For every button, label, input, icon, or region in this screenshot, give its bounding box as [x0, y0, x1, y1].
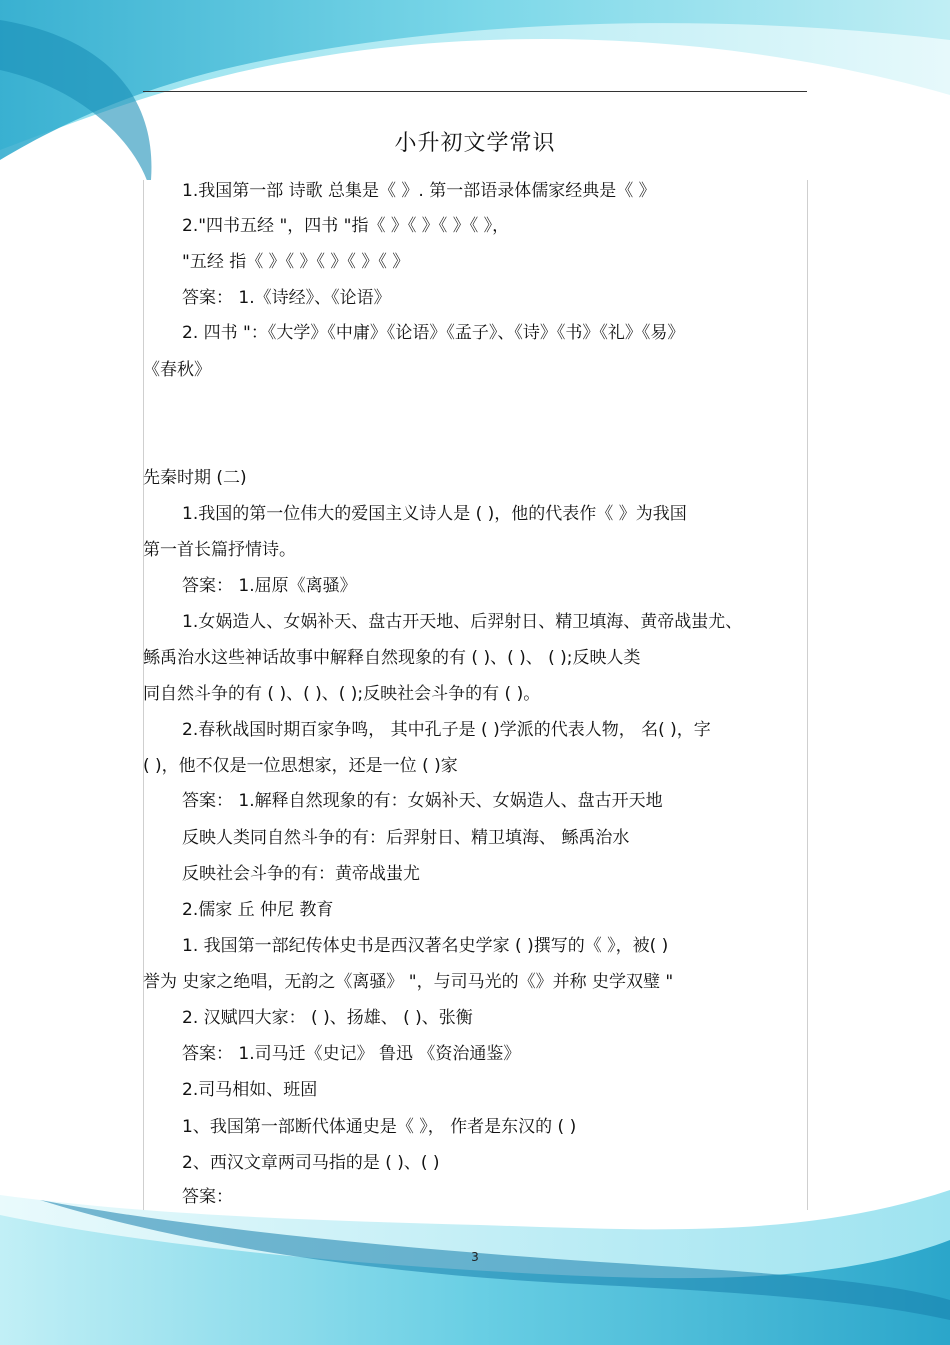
- text-line: 2. 四书 "：《大学》《中庸》《论语》《孟子》、《诗》《书》《礼》《易》: [182, 323, 685, 343]
- text-line: 答案：: [182, 1187, 233, 1207]
- text-line: 2.司马相如、班固: [182, 1080, 318, 1100]
- text-line: 2."四书五经 "，四书 "指《 》《 》《 》《 》，: [182, 216, 510, 236]
- text-line: 1. 我国第一部纪传体史书是西汉著名史学家 ( )撰写的《 》，被( ): [182, 936, 669, 956]
- text-line: 1.我国第一部 诗歌 总集是《 》. 第一部语录体儒家经典是《 》: [182, 181, 656, 201]
- text-line: 答案： 1.司马迁《史记》 鲁迅 《资治通鉴》: [182, 1044, 521, 1064]
- text-line: 2.儒家 丘 仲尼 教育: [182, 900, 334, 920]
- document-title: 小升初文学常识: [394, 131, 556, 156]
- text-line: 1、我国第一部断代体通史是《 》， 作者是东汉的 ( ): [182, 1117, 577, 1137]
- text-line: 《春秋》: [143, 360, 211, 380]
- text-line: 答案： 1.《诗经》、《论语》: [182, 288, 391, 308]
- text-line: 2、西汉文章两司马指的是 ( )、( ): [182, 1153, 440, 1173]
- text-line: 2. 汉赋四大家： ( )、扬雄、 ( )、张衡: [182, 1008, 473, 1028]
- text-line: 1.我国的第一位伟大的爱国主义诗人是 ( )，他的代表作《 》为我国: [182, 504, 687, 524]
- text-line: 鲧禹治水这些神话故事中解释自然现象的有 ( )、( )、 ( );反映人类: [143, 648, 641, 668]
- text-line: 誉为 史家之绝唱，无韵之《离骚》 "，与司马光的《》并称 史学双璧 ": [143, 972, 674, 992]
- header-rule: [143, 91, 807, 92]
- text-line: 反映人类同自然斗争的有：后羿射日、精卫填海、 鲧禹治水: [182, 828, 630, 848]
- text-line: 2.春秋战国时期百家争鸣， 其中孔子是 ( )学派的代表人物， 名( )，字: [182, 720, 711, 740]
- text-line: "五经 指《 》《 》《 》《 》《 》: [182, 252, 410, 272]
- text-line: 反映社会斗争的有：黄帝战蚩尤: [182, 864, 420, 884]
- page-number: 3: [471, 1250, 479, 1264]
- text-line: 答案： 1.屈原《离骚》: [182, 576, 357, 596]
- text-line: ( )，他不仅是一位思想家，还是一位 ( )家: [143, 756, 458, 776]
- text-line: 第一首长篇抒情诗。: [143, 540, 296, 560]
- text-line: 同自然斗争的有 ( )、( )、( );反映社会斗争的有 ( )。: [143, 684, 541, 704]
- text-line: 1.女娲造人、女娲补天、盘古开天地、后羿射日、精卫填海、黄帝战蚩尤、: [182, 612, 743, 632]
- text-line: 答案： 1.解释自然现象的有：女娲补天、女娲造人、盘古开天地: [182, 791, 663, 811]
- text-line: 先秦时期 (二): [143, 468, 247, 488]
